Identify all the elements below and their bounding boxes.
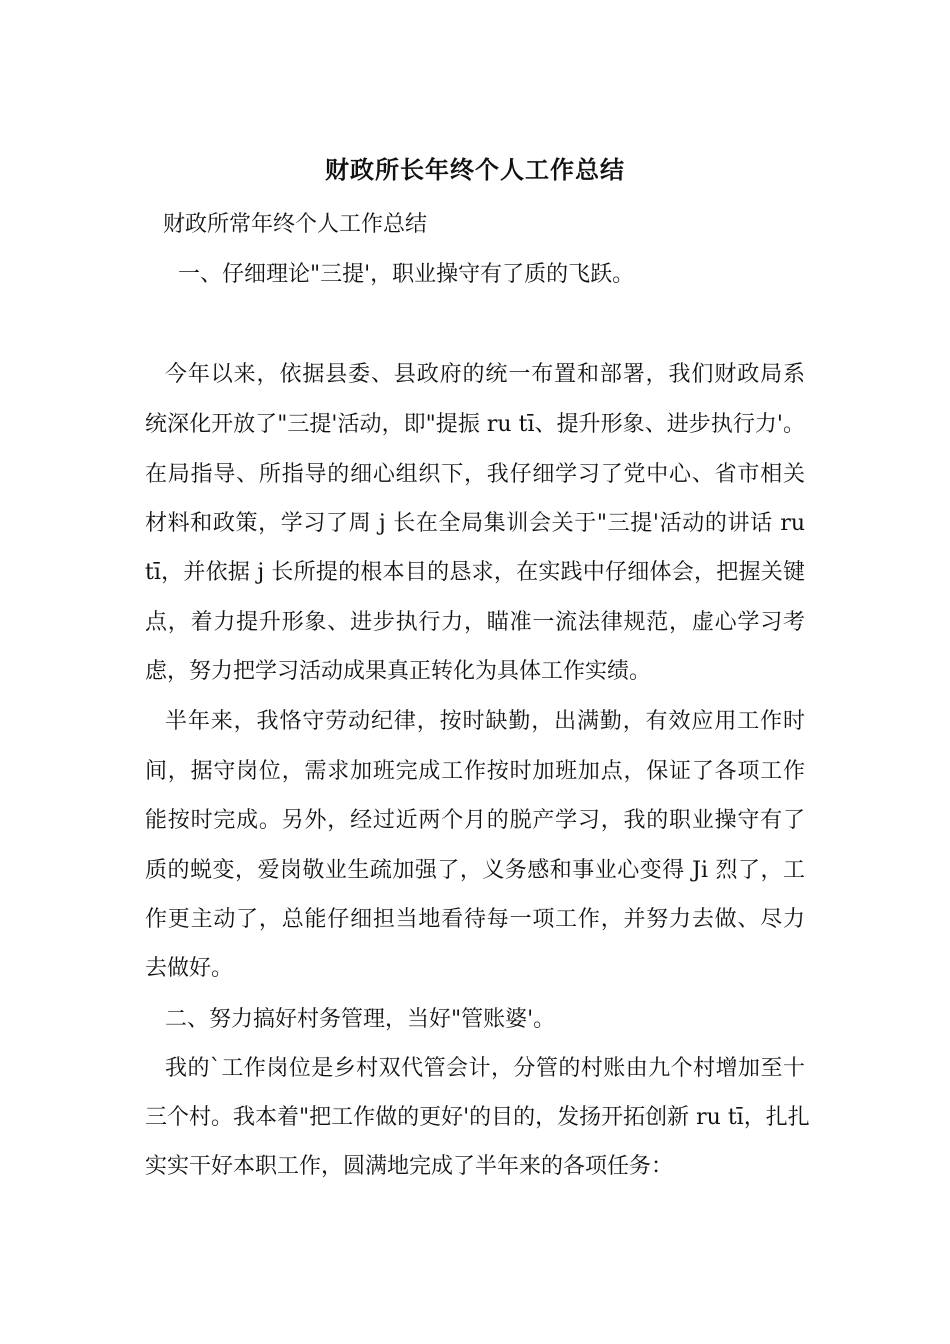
document-title: 财政所长年终个人工作总结 (325, 155, 625, 184)
section-heading-2: 二、努力搞好村务管理，当好"管账婆'。 (165, 1007, 556, 1032)
paragraph-line: 作更主动了，总能仔细担当地看待每一项工作，并努力去做、尽力 (145, 907, 805, 932)
paragraph-line: tī，并依据 j 长所提的根本目的恳求，在实践中仔细体会，把握关键 (145, 560, 805, 585)
paragraph-line: 我的`工作岗位是乡村双代管会计，分管的村账由九个村增加至十 (165, 1056, 805, 1081)
paragraph-line: 去做好。 (145, 956, 234, 981)
paragraph-line: 材料和政策，学习了周 j 长在全局集训会关于"三提'活动的讲话 ru (145, 511, 805, 536)
paragraph-line: 质的蜕变，爱岗敬业生疏加强了，义务感和事业心变得 Ji 烈了，工 (145, 858, 805, 883)
paragraph-line: 半年来，我恪守劳动纪律，按时缺勤，出满勤，有效应用工作时 (165, 709, 805, 734)
paragraph-line: 能按时完成。另外，经过近两个月的脱产学习，我的职业操守有了 (145, 808, 805, 833)
paragraph-line: 统深化开放了"三提'活动，即"提振 ru tī、提升形象、进步执行力'。 (145, 412, 805, 437)
paragraph-line: 虑，努力把学习活动成果真正转化为具体工作实绩。 (145, 659, 652, 684)
section-heading-1: 一、仔细理论"三提'，职业操守有了质的飞跃。 (178, 262, 635, 287)
paragraph-line: 间，据守岗位，需求加班完成工作按时加班加点，保证了各项工作 (145, 759, 805, 784)
paragraph-line: 今年以来，依据县委、县政府的统一布置和部署，我们财政局系 (165, 362, 805, 387)
paragraph-line: 点，着力提升形象、进步执行力，瞄准一流法律规范，虚心学习考 (145, 610, 805, 635)
paragraph-line: 实实干好本职工作，圆满地完成了半年来的各项任务： (145, 1154, 674, 1179)
document-subtitle: 财政所常年终个人工作总结 (163, 212, 428, 237)
paragraph-line: 三个村。我本着"把工作做的更好'的目的，发扬开拓创新 ru tī，扎扎 (145, 1105, 810, 1130)
paragraph-line: 在局指导、所指导的细心组织下，我仔细学习了党中心、省市相关 (145, 462, 805, 487)
